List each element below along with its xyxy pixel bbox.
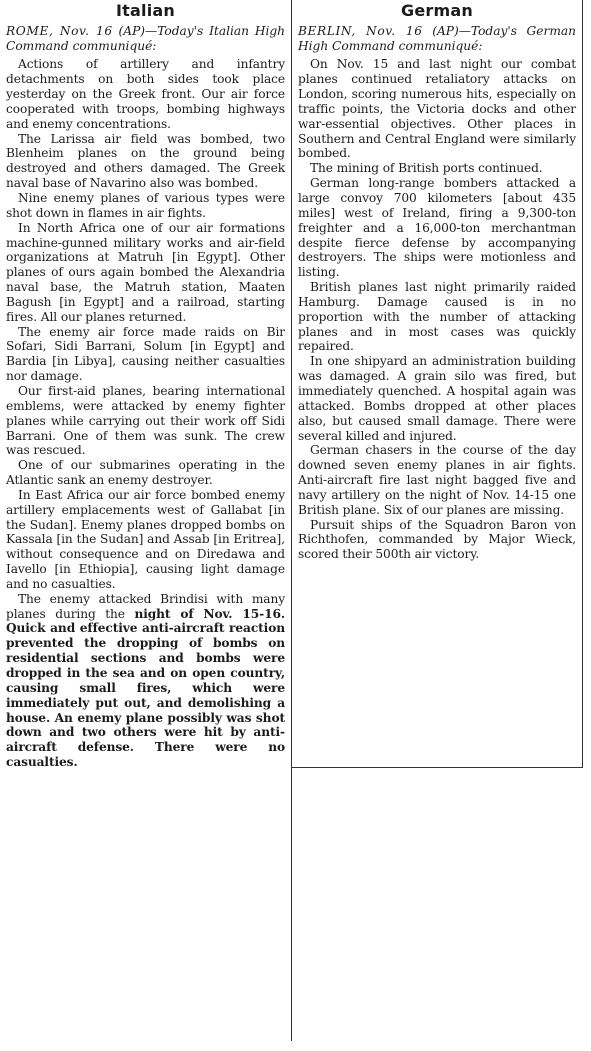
german-paragraph-2: The mining of British ports continued. [310, 161, 543, 176]
italian-heading: Italian [116, 1, 175, 20]
german-paragraph-6: German chasers in the course of the day downed seven enemy planes in air fights. Anti-aircraft fire last night bagged five and navy artillery on the night of Nov. 14-15 one British plane. Six of our planes are missing. [298, 443, 576, 517]
german-paragraph-5: In one shipyard an administration building was damaged. A grain silo was fired, but immediately quenched. A hospital again was attacked. Bombs dropped at other places also, but caused small damage. There were several killed and injured. [298, 354, 576, 443]
italian-paragraph-9-normal: The enemy attacked Brindisi with many planes during the [6, 591, 285, 621]
italian-paragraph-8: In East Africa our air force bombed enemy artillery emplacements west of Gallabat [in the Sudan]. Enemy planes dropped bombs on Kassala [in the Sudan] and Assab [in Eritrea], without consequence and on Diredawa and Iavello [in Ethiopia], causing light damage and no casualties. [6, 487, 285, 591]
italian-paragraph-5: The enemy air force made raids on Bir Sofari, Sidi Barrani, Solum [in Egypt] and Bardia [in Libya], causing neither casualties nor damage. [6, 324, 285, 384]
italian-paragraph-3: Nine enemy planes of various types were shot down in flames in air fights. [6, 191, 285, 220]
italian-paragraph-9 [6, 592, 285, 770]
italian-dateline [6, 24, 285, 54]
german-dateline [298, 24, 576, 54]
german-dateline-rest: (AP)—Today's German High Command communiqué: [298, 24, 576, 54]
german-paragraph-4: British planes last night primarily raided Hamburg. Damage caused is in no proportion with the number of attacking planes and in most cases was quickly repaired. [298, 280, 576, 354]
german-paragraph-1: On Nov. 15 and last night our combat planes continued retaliatory attacks on London, scoring numerous hits, especially on traffic points, the Victoria docks and other war-essential objectives. Other places in Southern and Central England were similarly bombed. [298, 57, 576, 161]
italian-dateline-place: ROME, Nov. 16 [6, 24, 113, 38]
german-column [292, 0, 583, 768]
italian-paragraph-7: One of our submarines operating in the Atlantic sank an enemy destroyer. [6, 458, 285, 488]
italian-dateline-rest: (AP)—Today's Italian High Command communiqué: [6, 24, 285, 54]
italian-paragraph-2: The Larissa air field was bombed, two Blenheim planes on the ground being destroyed and others damaged. The Greek naval base of Navarino also was bombed. [6, 131, 285, 191]
german-dateline-place: BERLIN, Nov. 16 [298, 24, 423, 38]
german-paragraph-3: German long-range bombers attacked a large convoy 700 kilometers [about 435 miles] west of Ireland, firing a 9,300-ton freighter and a 16,000-ton merchantman despite fierce defense by accompanying destroyers. The ships were motionless and listing. [298, 176, 576, 280]
italian-paragraph-9-bold: night of Nov. 15-16. Quick and effective anti-aircraft reaction prevented the dropping of bombs on residential sections and bombs were dropped in the sea and on open country, causing small fires, which were immediately put out, and demolishing a house. An enemy plane possibly was shot down and two others were hit by anti-aircraft defense. There were no casualties. [6, 606, 285, 770]
german-heading: German [401, 1, 473, 20]
italian-column [0, 0, 292, 1041]
german-paragraph-7: Pursuit ships of the Squadron Baron von Richthofen, commanded by Major Wieck, scored their 500th air victory. [298, 517, 576, 562]
italian-paragraph-1: Actions of artillery and infantry detachments on both sides took place yesterday on the Greek front. Our air force cooperated with troops, bombing highways and enemy concentrations. [6, 57, 285, 131]
italian-paragraph-4: In North Africa one of our air formations machine-gunned military works and air-field organizations at Matruh [in Egypt]. Other planes of ours again bombed the Alexandria naval base, the Matruh station, Maaten Bagush [in Egypt] and a railroad, starting fires. All our planes returned. [6, 220, 285, 324]
italian-paragraph-6: Our first-aid planes, bearing international emblems, were attacked by enemy fighter planes while carrying out their work off Sidi Barrani. One of them was sunk. The crew was rescued. [6, 383, 285, 458]
